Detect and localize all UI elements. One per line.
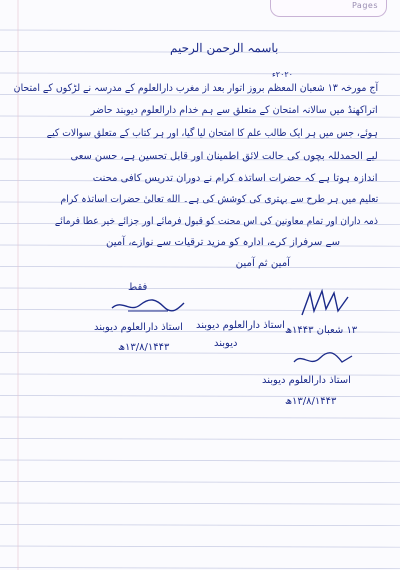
signature-bottom-date: ۱۳/۸/۱۴۴۳ھ <box>285 396 337 407</box>
body-line-1: آج مورخہ ۱۳ شعبان المعظم بروز اتوار بعد از مغرب دارالعلوم کے مدرسہ نے لڑکوں کے امتحان <box>13 83 378 94</box>
signature-bottom-scrawl <box>290 350 356 370</box>
body-line-4: لیے الحمدللہ بچوں کی حالت لائق اطمینان اور قابل تحسین ہے، حسن سعی <box>70 151 378 162</box>
ruled-line <box>0 73 400 74</box>
body-line-2: اتراکھنڈ میں سالانہ امتحان کے متعلق سے ہم خدام دارالعلوم دیوبند حاضر <box>91 105 378 116</box>
ruled-line <box>0 460 400 461</box>
signature-left-date: ۱۳/۸/۱۴۴۳ھ <box>118 342 170 353</box>
signature-right-date-line: ۱۳ شعبان ۱۴۴۳ھ <box>285 325 358 336</box>
ruled-line <box>0 417 400 418</box>
ruled-line <box>0 546 400 547</box>
signature-right-scrawl <box>298 287 352 325</box>
ruled-line <box>0 30 400 31</box>
body-line-7: ذمہ داران اور تمام معاونین کی اس محنت کو قبول فرمائے اور جزائے خیر عطا فرمائے <box>54 216 378 227</box>
signature-left-scrawl <box>108 293 188 317</box>
ruled-line <box>0 482 400 483</box>
ruled-line <box>0 503 400 504</box>
page-corner-tab-label: Pages <box>351 1 378 10</box>
body-line-9: آمین ثم آمین <box>235 258 290 269</box>
letter-heading: باسمہ الرحمن الرحیم <box>170 41 279 55</box>
date-annotation: ۲۰۲۰ء <box>272 70 293 79</box>
ruled-line <box>0 439 400 440</box>
signature-left-title: استاذ دارالعلوم دیوبند <box>94 322 183 333</box>
ruled-line <box>0 568 400 569</box>
ruled-line <box>0 525 400 526</box>
ruled-line <box>0 396 400 397</box>
closing-word: فقط <box>128 282 148 293</box>
body-line-3: ہوئے، جس میں ہر ایک طالب علم کا امتحان لیا گیا، اور ہر کتاب کے متعلق سوالات کیے <box>46 128 378 139</box>
ruled-line <box>0 267 400 268</box>
signature-middle-title: استاذ دارالعلوم دیوبند <box>196 320 285 331</box>
body-line-8: سے سرفراز کرے، ادارہ کو مزید ترقیات سے نوازے، آمین <box>105 237 340 248</box>
body-line-5: اندازہ ہوتا ہے کہ حضرات اساتذہ کرام نے دوران تدریس کافی محنت <box>93 173 378 184</box>
signature-middle-place: دیوبند <box>214 338 238 349</box>
page-corner-tab <box>270 0 387 17</box>
signature-bottom-title: استاذ دارالعلوم دیوبند <box>262 375 351 386</box>
body-line-6: تعلیم میں ہر طرح سے بہتری کی کوشش کی ہے۔ الله تعالیٰ حضرات اساتذہ کرام <box>60 194 378 205</box>
